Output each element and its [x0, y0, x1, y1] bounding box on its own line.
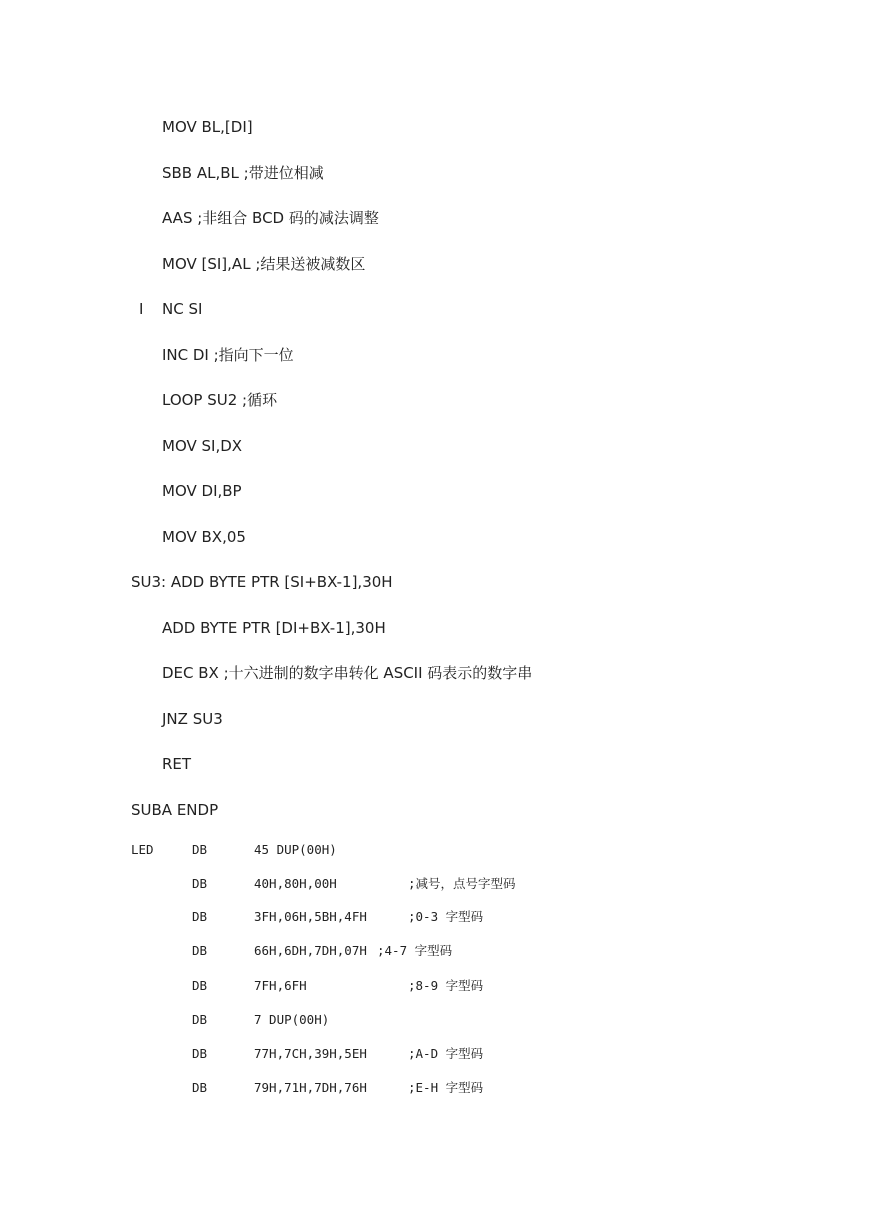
db-op: DB: [192, 1012, 208, 1027]
db-comment: ;8-9 字型码: [408, 978, 484, 993]
code-line-endp: SUBA ENDP: [131, 801, 219, 819]
code-line: DEC BX ;十六进制的数字串转化 ASCII 码表示的数字串: [162, 664, 533, 682]
db-op: DB: [192, 1046, 208, 1061]
led-label: LED: [131, 842, 154, 857]
db-operands: 7FH,6FH: [254, 978, 307, 993]
code-line: MOV SI,DX: [162, 437, 243, 455]
code-line: SBB AL,BL ;带进位相减: [162, 164, 324, 182]
db-operands: 40H,80H,00H: [254, 876, 337, 891]
db-comment: ;减号，点号字型码: [408, 876, 516, 891]
db-op: DB: [192, 842, 208, 857]
db-comment: ;E-H 字型码: [408, 1080, 484, 1095]
code-line: MOV BX,05: [162, 528, 246, 546]
db-op: DB: [192, 978, 208, 993]
code-line: RET: [162, 755, 192, 773]
code-line-label: SU3: ADD BYTE PTR [SI+BX-1],30H: [131, 573, 393, 591]
db-comment: ;A-D 字型码: [408, 1046, 484, 1061]
code-line: ADD BYTE PTR [DI+BX-1],30H: [162, 619, 386, 637]
db-operands: 3FH,06H,5BH,4FH: [254, 909, 367, 924]
db-operands: 77H,7CH,39H,5EH: [254, 1046, 367, 1061]
db-operands: 45 DUP(00H): [254, 842, 337, 857]
code-line: MOV DI,BP: [162, 482, 242, 500]
db-operands: 7 DUP(00H): [254, 1012, 330, 1027]
db-op: DB: [192, 1080, 208, 1095]
db-op: DB: [192, 943, 208, 958]
code-line: MOV BL,[DI]: [162, 118, 253, 136]
code-line: JNZ SU3: [162, 710, 223, 728]
db-comment: ;0-3 字型码: [408, 909, 484, 924]
code-line: MOV [SI],AL ;结果送被减数区: [162, 255, 366, 273]
code-line: LOOP SU2 ;循环: [162, 391, 278, 409]
db-operands: 79H,71H,7DH,76H: [254, 1080, 367, 1095]
code-line: AAS ;非组合 BCD 码的减法调整: [162, 209, 379, 227]
db-op: DB: [192, 876, 208, 891]
code-line: INC DI ;指向下一位: [162, 346, 294, 364]
db-comment: ;4-7 字型码: [377, 943, 453, 958]
db-operands: 66H,6DH,7DH,07H: [254, 943, 367, 958]
code-line: NC SI: [162, 300, 203, 318]
stray-char: I: [139, 300, 144, 318]
db-op: DB: [192, 909, 208, 924]
